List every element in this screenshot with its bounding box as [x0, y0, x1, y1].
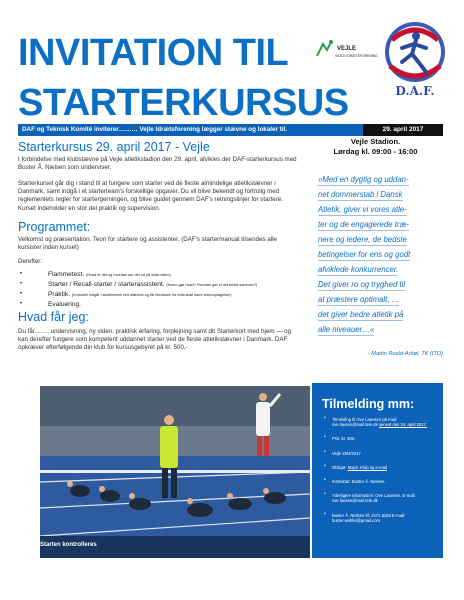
daf-logo-text: D.A.F.: [395, 84, 435, 98]
venue-info: [308, 137, 443, 157]
photo-caption: Starten kontrolleres: [40, 542, 97, 548]
heading-outcome: Hvad får jeg:: [18, 310, 89, 324]
quote-block: »Med en dygtig og uddan- net dommerstab i Dansk Atletik, giver vi vores atle- ter og de engagerede træ- nere og ledere, de bedste betingelser for ens og godt afviklede konkurrencer. Det giver ro og tryghed til at præstere optimalt, … det giver bedre atletik på alle niveauer…«: [318, 175, 411, 334]
list-item: • Yderligere information: Ove Lauesen. E-mail: ove.lausen@mail.tele.dk: [324, 493, 439, 503]
list-item: • Evaluering.: [48, 300, 293, 309]
athletes-start-photo: [40, 386, 310, 558]
list-item: • Starter / Recall-starter / starterassistent. (Hvem gør hvad? Hvordan gør vi det bedst sammen?): [48, 280, 293, 290]
registration-list: [324, 417, 439, 532]
list-item: • Buster Å. Nielsen tlf. 2371 6183 E-mail: buster.weblet@gmail.com: [324, 513, 439, 523]
banner-date: 29. april 2017: [363, 124, 443, 136]
venue-line-2: Lørdag kl. 09:00 - 16:00: [333, 147, 418, 156]
heading-program: Programmet:: [18, 220, 91, 234]
heading-course: Starterkursus 29. april 2017 - Vejle: [18, 140, 210, 154]
svg-text:VEJLE: VEJLE: [337, 46, 357, 52]
deadline-link[interactable]: senest den 24. april 2017.: [378, 422, 428, 428]
list-item: • Vejle 29/4/2017: [324, 451, 439, 456]
program-paragraph: Velkomst og præsentation. Teori for startere og assistenter. (DAF's startermanual tilsendes alle kursister inden kurset): [18, 236, 277, 252]
daf-logo: [380, 20, 450, 98]
list-item: • Praktik. (Kursister indgår i starterteam ved stævnet og får feedback fra instruktør samt videooptagelser): [48, 290, 293, 300]
maps-link[interactable]: Maps: Klub og e-mail: [347, 464, 387, 470]
body-paragraph: Starterkurset går dig i stand til at fungere som starter ved de fleste almindelige atletikstævner i Danmark, samt indgå i et starterteam's forskellige opgaver. Du vil blive bekendt og fortrolig med reglementets regler for startergerningen, og blive guidet gennem DAF's retningslinjer for startere. Kurset indeholder en stor del praktik og supervision.: [18, 180, 283, 212]
vejle-logo-text: VEJLE IDRÆTSFORENING: [335, 54, 378, 58]
quote-attribution: - Martin Roald-Arbøl, TK (ITO): [367, 351, 443, 357]
derefter-label: Derefter:: [18, 258, 43, 265]
vejle-logo: [313, 38, 378, 62]
registration-heading: Tilmelding mm:: [322, 397, 415, 411]
intro-paragraph: I forbindelse med klubstævne på Vejle atletikstadion den 29. april, afvikles der DAF-starterkursus med Buster Å. Nielsen som underviser.: [18, 156, 297, 172]
title-line-2: STARTERKURSUS: [18, 82, 349, 124]
list-item: • Pris: kr. 500,-: [324, 436, 439, 441]
list-item: • Tilmelding til Ove Lauesen på mail: ove.lausen@mail.tele.dk senest den 24. april 2017.: [324, 417, 439, 427]
list-item: • Instruktør: Buster Å. Nielsen.: [324, 479, 439, 484]
program-bullets: [48, 270, 293, 309]
outcome-paragraph: Du får……. undervisning, ny viden, praktisk erfaring, forplejning samt dit Starterkort med hjem — og kan derefter fungere som kompetent uddannet starter ved de fleste atletikstævner i Danmark. DAF opkræver efterfølgende din klub for kursusgebyret på kr. 500,-: [18, 328, 292, 352]
invitation-banner: DAF og Teknisk Komité inviterer……… Vejle Idrætsforening lægger stævne og lokaler til.: [18, 124, 363, 136]
list-item: • Flammetest. (Hvad er det og hvordan ser det ud på slide-video): [48, 270, 293, 280]
title-line-1: INVITATION TIL: [18, 32, 289, 74]
venue-line-1: Vejle Stadion.: [350, 137, 401, 146]
list-item: • Obligat: Maps: Klub og e-mail: [324, 465, 439, 470]
registration-panel: [312, 383, 443, 558]
